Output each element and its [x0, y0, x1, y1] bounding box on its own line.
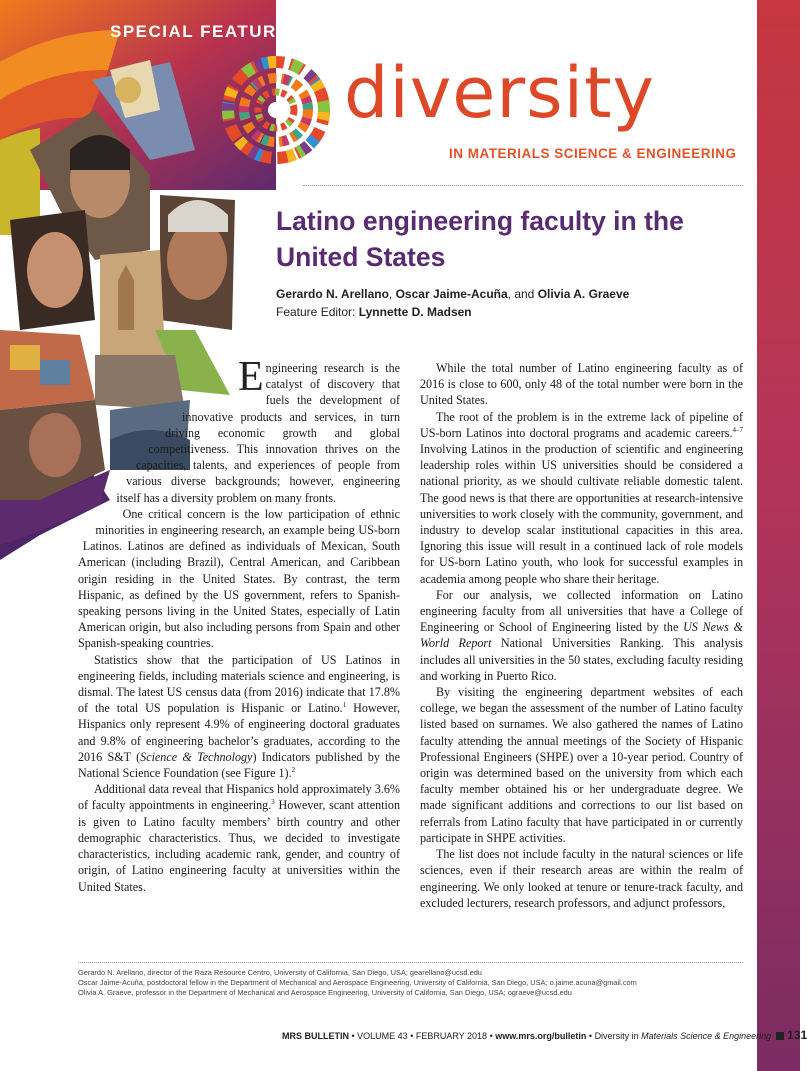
feature-editor-label: Feature Editor: — [276, 305, 359, 319]
title-divider — [303, 185, 743, 186]
paragraph: Engineering research is the catalyst of discovery that fuels the development of innovative products and services, in turn driving economic growth and global competitiveness. This innovation thrives on the capacities, talents, and experiences of people from various diverse backgrounds; however, engineering itself has a diversity problem on many fronts. — [116, 354, 400, 505]
right-color-band — [757, 0, 800, 1071]
author-name: Olivia A. Graeve — [537, 287, 630, 301]
paragraph: Statistics show that the participation of US Latinos in engineering fields, including materials science and engineering, is dismal. The latest US census data (from 2016) indicate that 17.8% of the total US population is Hispanic or Latino.$^1$ However, Hispanics only represent 4.9% of engineering doctoral graduates and 9.8% of engineering bachelor’s graduates, according to the 2016 S&T (Science & Technology) Indicators published by the National Science Foundation (see Figure 1).$^2$ — [78, 652, 400, 781]
paragraph: While the total number of Latino engineering faculty as of 2016 is close to 600, only 48 of the total number were born in the United States. — [420, 361, 743, 408]
page-footer: MRS BULLETIN • VOLUME 43 • FEBRUARY 2018 • www.mrs.org/bulletin • Diversity in Materials Science & Engineering 131 — [282, 1028, 807, 1042]
author-line: Gerardo N. Arellano, Oscar Jaime-Acuña, and Olivia A. Graeve — [276, 287, 630, 301]
square-bullet-icon — [776, 1032, 784, 1040]
volume: VOLUME 43 — [357, 1031, 408, 1041]
article-column-right — [420, 360, 743, 911]
reference-marker: 1 — [342, 701, 347, 710]
paragraph: The root of the problem is in the extreme lack of pipeline of US-born Latinos into doctoral programs and academic careers.$^{4-7}$ Involving Latinos in the production of scientific and engineering leadership roles within US universities should be considered a national priority, as we should cultivate reliable domestic talent. The good news is that there are opportunities at research-intensive universities to work closely with the community, government, and industry to develop scalar institutional capacities in this area. Ignoring this issue will result in a continued lack of role models for US-born Latino youth, who look for successful examples in academia among people who share their heritage. — [420, 409, 743, 586]
affiliation-line: Gerardo N. Arellano, director of the Raza Resource Centro, University of California, San Diego, USA; gearellano@ucsd.edu — [78, 968, 482, 977]
reference-marker: 4–7 — [732, 425, 743, 434]
page-number: 131 — [787, 1028, 807, 1042]
issue-date: FEBRUARY 2018 — [415, 1031, 488, 1041]
feature-editor-line — [276, 305, 472, 319]
special-feature-label: SPECIAL FEATURE — [110, 22, 290, 41]
article-column-left — [78, 354, 400, 895]
paragraph: One critical concern is the low participation of ethnic minorities in engineering research, an example being US-born Latinos. Latinos are defined as individuals of Mexican, South American (including Brazil), Central American, and Caribbean origin residing in the United States. By contrast, the term Hispanic, as defined by the US government, refers to Spanish-speaking persons living in the United States, especially of Latin American origin, but also including persons from Spain and other Spanish-speaking countries. — [78, 506, 400, 651]
journal-name: MRS BULLETIN — [282, 1031, 349, 1041]
section-name: Diversity in Materials Science & Engineering — [594, 1031, 772, 1041]
author-affiliations — [78, 968, 743, 998]
paragraph: The list does not include faculty in the natural sciences or life sciences, even if their research areas are within the realm of engineering. We only looked at tenure or tenure-track faculty, and excluded lecturers, research professors, and adjunct professors, — [420, 847, 743, 910]
diversity-wordmark: diversity — [344, 52, 655, 134]
paragraph: By visiting the engineering department websites of each college, we began the assessment of the number of Latino faculty listed based on surnames. We also gathered the names of Latino faculty attending the annual meetings of the Society of Hispanic Professional Engineers (SHPE) over a 10-year period. Country of origin was determined based on the university from which each faculty member obtained his or her undergraduate degree. We made significant additions and corrections to our list based on referrals from Latino faculty that have participated in or currently participate in SHPE activities. — [420, 685, 743, 845]
author-name: Gerardo N. Arellano — [276, 287, 389, 301]
affiliation-line: Oscar Jaime-Acuña, postdoctoral fellow in the Department of Mechanical and Aerospace Engineering, University of California, San Diego, USA; o.jaime.acuna@gmail.com — [78, 978, 637, 987]
journal-url: www.mrs.org/bulletin — [495, 1031, 587, 1041]
paragraph: For our analysis, we collected information on Latino engineering faculty from all universities that have a College of Engineering or School of Engineering listed by the US News & World Report National Universities Ranking. This analysis includes all universities in the 50 states, excluding faculty residing and working in Puerto Rico. — [420, 587, 744, 683]
reference-marker: 3 — [271, 798, 275, 807]
affiliation-line: Olivia A. Graeve, professor in the Department of Mechanical and Aerospace Engineering, University of California, San Diego, USA; ograeve@ucsd.edu — [78, 988, 572, 997]
paragraph: Additional data reveal that Hispanics hold approximately 3.6% of faculty appointments in engineering.$^3$ However, scant attention is given to Latino faculty members’ birth country and other demographic characteristics. Thus, we decided to investigate characteristics, including academic rank, gender, and country of origin, of Latino engineering faculty at universities within the United States. — [78, 782, 400, 894]
drop-cap: E — [238, 354, 264, 400]
article-title: Latino engineering faculty in the United States — [276, 206, 684, 272]
diversity-subtitle: IN MATERIALS SCIENCE & ENGINEERING — [449, 146, 737, 161]
reference-marker: 2 — [291, 766, 296, 775]
feature-editor-name: Lynnette D. Madsen — [358, 305, 472, 319]
footnote-divider — [78, 962, 743, 963]
author-name: Oscar Jaime-Acuña — [395, 287, 508, 301]
